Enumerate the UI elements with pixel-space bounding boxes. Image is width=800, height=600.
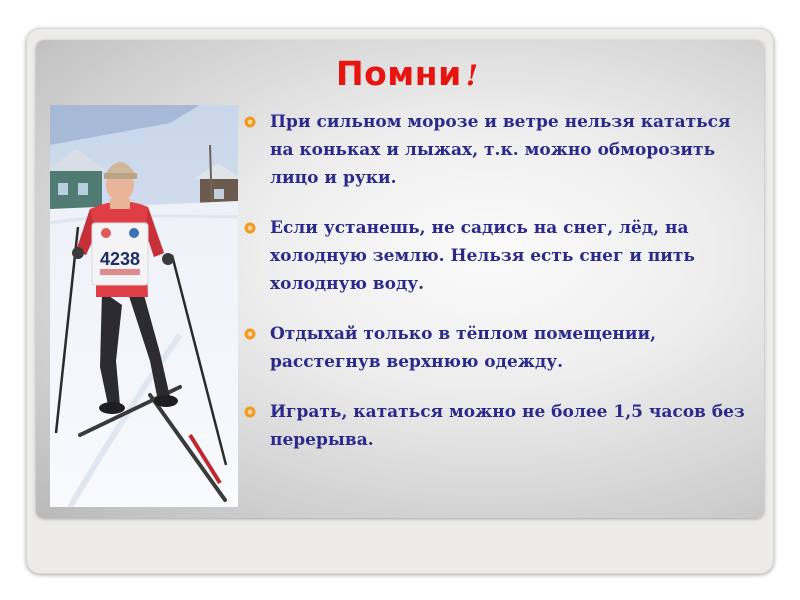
bullet-text: При сильном морозе и ветре нельзя кататься на коньках и лыжах, т.к. можно обморозить лицо и руки. — [270, 112, 731, 188]
bullet-item — [244, 108, 754, 192]
skier-photo — [50, 105, 238, 507]
bullet-text: Играть, кататься можно не более 1,5 часов без перерыва. — [270, 402, 745, 450]
bullet-item — [244, 320, 754, 376]
bullet-text: Если устанешь, не садись на снег, лёд, на холодную землю. Нельзя есть снег и пить холодную воду. — [270, 218, 695, 294]
bullet-item — [244, 214, 754, 298]
bullet-icon — [244, 222, 256, 234]
slide-title — [336, 54, 478, 93]
bullet-item — [244, 398, 754, 454]
bullet-text: Отдыхай только в тёплом помещении, расстегнув верхнюю одежду. — [270, 324, 657, 372]
bullet-list — [244, 108, 754, 454]
bullet-icon — [244, 116, 256, 128]
title-exclamation: ! — [465, 59, 479, 92]
bullet-icon — [244, 406, 256, 418]
bib-number: 4238 — [99, 249, 141, 269]
title-text: Помни — [336, 54, 462, 93]
bullet-icon — [244, 328, 256, 340]
